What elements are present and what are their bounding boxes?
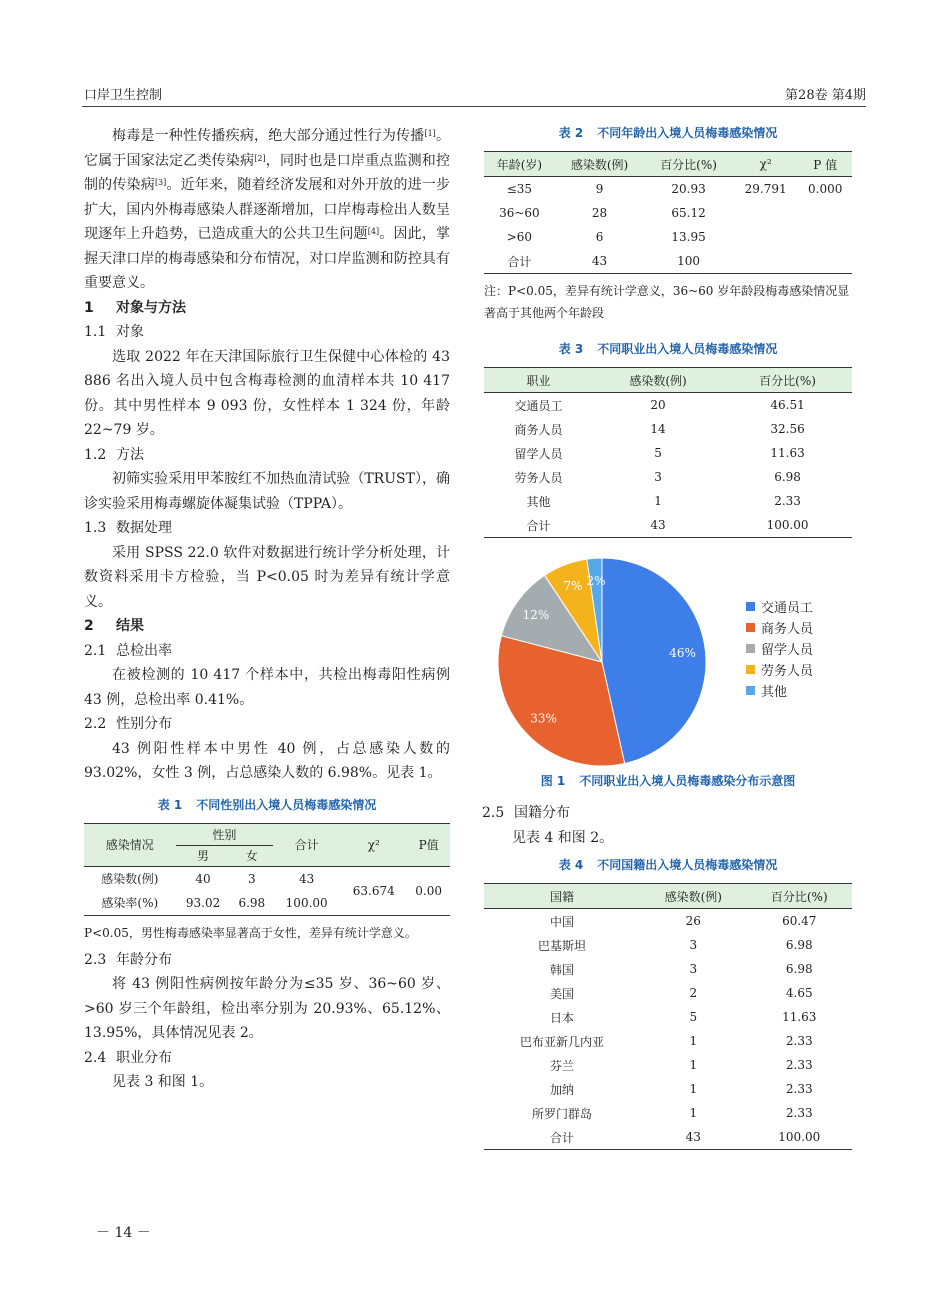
table-row (484, 933, 852, 957)
legend-item (746, 638, 813, 659)
table-cell: 日本 (549, 1010, 574, 1025)
table-cell: 100.00 (766, 518, 809, 532)
legend-item (746, 680, 813, 701)
legend-label: 交通员工 (761, 601, 814, 616)
table-row (484, 1077, 852, 1101)
table-cell: 1 (689, 1082, 698, 1096)
subsection-number: 2.3 (84, 951, 107, 968)
paragraph: 选取 2022 年在天津国际旅行卫生保健中心体检的 43 886 名出入境人员中包含梅毒检测的血清样本共 10 417 份。其中男性样本 9 093 份，女性样本 1 324 份，年龄 22~79 岁。 (84, 348, 450, 438)
table-cell: 46.51 (770, 398, 805, 412)
table-row (484, 417, 852, 441)
header-rule (82, 106, 866, 107)
table-row (484, 1005, 852, 1029)
legend-swatch (746, 686, 755, 695)
table-cell: 韩国 (549, 962, 574, 977)
legend-swatch (746, 665, 755, 674)
table-cell: 2.33 (774, 494, 801, 508)
table-cell: 5 (654, 446, 662, 460)
table-cell: 巴布亚新几内亚 (519, 1034, 604, 1049)
table-row (484, 225, 852, 249)
paragraph: 43 例阳性样本中男性 40 例，占总感染人数的 93.02%，女性 3 例，占总感染人数的 6.98%。见表 1。 (84, 740, 450, 781)
slice-label: 33% (530, 711, 557, 726)
table-title: 不同职业出入境人员梅毒感染情况 (597, 342, 778, 356)
table-cell: 合计 (507, 254, 532, 269)
table-cell: ≤35 (506, 182, 533, 196)
table-number: 表 2 (558, 126, 584, 140)
table-cell: 4.65 (785, 986, 813, 1000)
table-title: 不同年龄出入境人员梅毒感染情况 (597, 126, 778, 140)
paragraph: 采用 SPSS 22.0 软件对数据进行统计学分析处理，计数资料采用卡方检验，当 P<0.05 时为差异有统计学意义。 (84, 544, 450, 610)
table-cell: 1 (689, 1058, 698, 1072)
table-cell: 巴基斯坦 (537, 938, 586, 953)
header-cell: 感染数(例) (664, 889, 722, 904)
table-cell: 29.791 (744, 182, 787, 196)
citation-ref: [1] (424, 129, 436, 138)
table-row (484, 441, 852, 465)
table-cell: 43 (299, 871, 315, 886)
table-note: 注：P<0.05，差异有统计学意义，36~60 岁年龄段梅毒感染情况显著高于其他两个年龄段 (484, 284, 850, 320)
table-cell: 65.12 (671, 206, 706, 220)
table-cell: 6.98 (774, 470, 801, 484)
section-heading (84, 614, 450, 639)
table-row (484, 513, 852, 538)
table-cell: 2 (689, 986, 698, 1000)
header-cell: χ² (367, 837, 380, 852)
section-heading (84, 296, 450, 321)
table-caption (84, 796, 450, 813)
issue-info: 第28卷 第4期 (785, 88, 866, 103)
table-cell: 93.02 (185, 895, 221, 910)
header-cell: 职业 (526, 373, 551, 388)
table-cell: 3 (247, 871, 256, 886)
table-cell: 3 (654, 470, 662, 484)
legend-swatch (746, 644, 755, 653)
table-cell: 美国 (549, 986, 574, 1001)
citation-ref: [2] (254, 153, 266, 163)
table-cell (733, 249, 799, 274)
table-cell: 其他 (526, 494, 551, 509)
table-row (484, 393, 852, 418)
table-cell: 100.00 (778, 1130, 821, 1144)
table-title: 不同性别出入境人员梅毒感染情况 (196, 797, 377, 812)
table-row (484, 249, 852, 274)
header-cell: P值 (418, 838, 439, 852)
table-row (484, 201, 852, 225)
table-number: 表 1 (157, 797, 183, 812)
left-column (84, 124, 450, 1095)
table-row (484, 957, 852, 981)
legend-label: 留学人员 (761, 643, 814, 658)
table-cell (798, 201, 852, 225)
header-cell: 国籍 (549, 889, 574, 904)
section-title: 对象与方法 (116, 299, 186, 316)
table-cell: 感染率(%) (101, 896, 159, 910)
figure-caption (484, 772, 852, 789)
section-title: 结果 (116, 618, 144, 634)
table-cell: 感染数(例) (101, 872, 159, 886)
table-cell: 交通员工 (514, 398, 563, 413)
subsection-number: 1.1 (84, 324, 107, 340)
table-note: P<0.05，男性梅毒感染率显著高于女性，差异有统计学意义。 (84, 925, 417, 940)
table-cell: 6 (595, 230, 604, 244)
intro-paragraph (84, 124, 450, 296)
table-cell: 100 (677, 254, 701, 268)
table-row (484, 981, 852, 1005)
header-cell: 感染情况 (105, 838, 154, 852)
slice-label: 2% (586, 574, 606, 589)
subsection-heading (84, 320, 450, 345)
table-cell: 3 (689, 938, 698, 952)
occupation-pie-chart (484, 556, 852, 768)
table-cell: 43 (591, 254, 608, 268)
table-cell (733, 201, 799, 225)
subsection-title: 国籍分布 (514, 805, 570, 821)
table-cell: 40 (195, 871, 211, 886)
table-number: 表 4 (558, 858, 584, 872)
table-cell: 20 (650, 398, 666, 412)
paragraph: 初筛实验采用甲苯胺红不加热血清试验（TRUST），确诊实验采用梅毒螺旋体凝集试验（TPPA）。 (84, 471, 450, 512)
legend-item (746, 617, 813, 638)
header-cell: 感染数(例) (570, 157, 629, 172)
header-cell: χ² (759, 157, 772, 171)
pie-svg (484, 556, 724, 768)
age-table (484, 151, 852, 274)
table-row (484, 909, 852, 934)
table-cell (733, 225, 799, 249)
chart-legend (746, 596, 813, 701)
table-cell: 43 (650, 518, 666, 532)
table-cell: 3 (689, 962, 698, 976)
legend-label: 商务人员 (761, 622, 814, 637)
legend-swatch (746, 623, 755, 632)
subsection-title: 年龄分布 (116, 951, 172, 968)
nationality-table (484, 883, 852, 1150)
right-column (484, 124, 852, 1150)
table-cell: 2.33 (785, 1082, 813, 1096)
legend-swatch (746, 602, 755, 611)
header-cell: 合计 (294, 838, 319, 852)
table-number: 表 3 (558, 342, 584, 356)
table-cell: 13.95 (671, 230, 706, 244)
table-cell: 中国 (549, 914, 574, 929)
table-cell: 11.63 (782, 1010, 817, 1024)
header-cell: 百分比(%) (660, 157, 717, 172)
figure-title: 不同职业出入境人员梅毒感染分布示意图 (579, 774, 796, 788)
table-cell: 0.000 (808, 182, 843, 196)
table-caption (484, 856, 852, 873)
citation-ref: [4] (367, 227, 380, 236)
table-cell: 合计 (526, 518, 551, 533)
table-row (484, 465, 852, 489)
table-cell: 劳务人员 (514, 470, 563, 485)
table-row (484, 489, 852, 513)
subsection-title: 对象 (116, 324, 144, 340)
table-cell: 9 (595, 182, 604, 196)
table-cell: 20.93 (671, 182, 706, 196)
subsection-heading (84, 443, 450, 468)
table-title: 不同国籍出入境人员梅毒感染情况 (597, 858, 778, 872)
table-row (484, 1101, 852, 1125)
table-cell: 留学人员 (514, 446, 563, 461)
legend-label: 劳务人员 (761, 664, 814, 679)
table-cell: 6.98 (785, 962, 813, 976)
table-cell: 1 (654, 494, 662, 508)
subsection-heading (482, 801, 852, 826)
table-cell: 100.00 (285, 895, 328, 910)
table-cell: >60 (506, 230, 533, 244)
table-cell (798, 225, 852, 249)
table-cell: 2.33 (785, 1058, 813, 1072)
table-cell: 芬兰 (549, 1058, 574, 1073)
legend-item (746, 596, 813, 617)
paragraph: 在被检测的 10 417 个样本中，共检出梅毒阳性病例 43 例，总检出率 0.41%。 (84, 667, 450, 708)
subsection-number: 2.2 (84, 716, 107, 732)
subsection-title: 性别分布 (116, 716, 172, 732)
table-row (484, 177, 852, 202)
table-cell: 1 (689, 1106, 698, 1120)
subsection-title: 数据处理 (116, 520, 172, 536)
table-cell: 2.33 (785, 1034, 813, 1048)
subsection-heading (84, 639, 450, 664)
table-cell: 6.98 (238, 895, 266, 910)
table-cell: 0.00 (415, 883, 442, 898)
slice-label: 12% (522, 607, 550, 622)
subsection-number: 2.4 (84, 1049, 107, 1066)
table-cell: 合计 (549, 1130, 574, 1145)
table-row (484, 1125, 852, 1150)
section-number: 2 (84, 618, 94, 634)
table-cell: 36~60 (499, 206, 540, 220)
table-cell: 加纳 (549, 1082, 574, 1097)
citation-ref: [3] (154, 178, 167, 187)
intro-text: 。因此，掌握天津口岸的梅毒感染和分布情况，对口岸监测和防控具有重要意义。 (84, 226, 451, 291)
table-caption (484, 340, 852, 357)
header-cell: 百分比(%) (759, 373, 816, 388)
table-cell: 所罗门群岛 (531, 1106, 592, 1121)
table-cell: 32.56 (770, 422, 805, 436)
figure-number: 图 1 (540, 774, 566, 788)
subsection-heading (84, 712, 450, 737)
subsection-title: 方法 (116, 446, 144, 463)
table-row (484, 1029, 852, 1053)
table-cell: 14 (650, 422, 666, 436)
paragraph: 将 43 例阳性病例按年龄分为≤35 岁、36~60 岁、>60 岁三个年龄组，检出率分别为 20.93%、65.12%、13.95%，具体情况见表 2。 (84, 976, 450, 1041)
intro-text: 。近年来，随着经济发展和对外开放的进一步扩大，国内外梅毒感染人群逐渐增加，口岸梅毒检出人数呈现逐年上升趋势，已造成重大的公共卫生问题 (84, 177, 451, 242)
header-cell: P 值 (813, 157, 838, 172)
table-cell: 26 (685, 914, 701, 928)
paragraph: 见表 4 和图 2。 (512, 829, 614, 846)
subsection-heading (84, 948, 450, 973)
section-number: 1 (84, 299, 94, 316)
intro-text: ，同时也是口岸重点监测和控制的传染病 (84, 152, 450, 193)
subsection-number: 1.2 (84, 446, 107, 463)
table-cell: 1 (689, 1034, 698, 1048)
subsection-number: 2.5 (482, 805, 505, 821)
header-cell: 女 (245, 849, 258, 863)
slice-label: 7% (563, 579, 583, 594)
header-cell: 性别 (176, 823, 274, 845)
subsection-heading (84, 516, 450, 541)
table-cell: 43 (685, 1130, 701, 1144)
subsection-title: 总检出率 (116, 642, 172, 659)
table-cell: 11.63 (770, 446, 805, 460)
subsection-number: 2.1 (84, 642, 107, 659)
table-cell: 60.47 (782, 914, 817, 928)
occupation-table (484, 367, 852, 538)
table-row (84, 866, 450, 891)
table-cell: 63.674 (352, 883, 395, 898)
table-cell: 28 (591, 206, 608, 220)
header-cell: 年龄(岁) (496, 157, 543, 172)
table-cell: 商务人员 (514, 422, 563, 437)
table-caption (484, 124, 852, 141)
subsection-heading (84, 1046, 450, 1071)
sex-table (84, 823, 450, 916)
table-cell (798, 249, 852, 274)
table-cell: 6.98 (785, 938, 813, 952)
header-cell: 男 (197, 849, 210, 863)
header-cell: 百分比(%) (770, 889, 828, 904)
slice-label: 46% (669, 646, 696, 661)
legend-item (746, 659, 813, 680)
subsection-title: 职业分布 (116, 1049, 172, 1066)
table-cell: 2.33 (785, 1106, 813, 1120)
table-cell: 5 (689, 1010, 698, 1024)
subsection-number: 1.3 (84, 520, 107, 536)
table-row (484, 1053, 852, 1077)
page-number: － 14 － (96, 1225, 151, 1241)
intro-text: 。它属于国家法定乙类传染病 (84, 128, 450, 169)
legend-label: 其他 (761, 685, 788, 700)
intro-text: 梅毒是一种性传播疾病，绝大部分通过性行为传播 (112, 128, 425, 144)
header-cell: 感染数(例) (629, 373, 687, 388)
journal-name: 口岸卫生控制 (84, 88, 163, 103)
paragraph: 见表 3 和图 1。 (112, 1074, 214, 1090)
